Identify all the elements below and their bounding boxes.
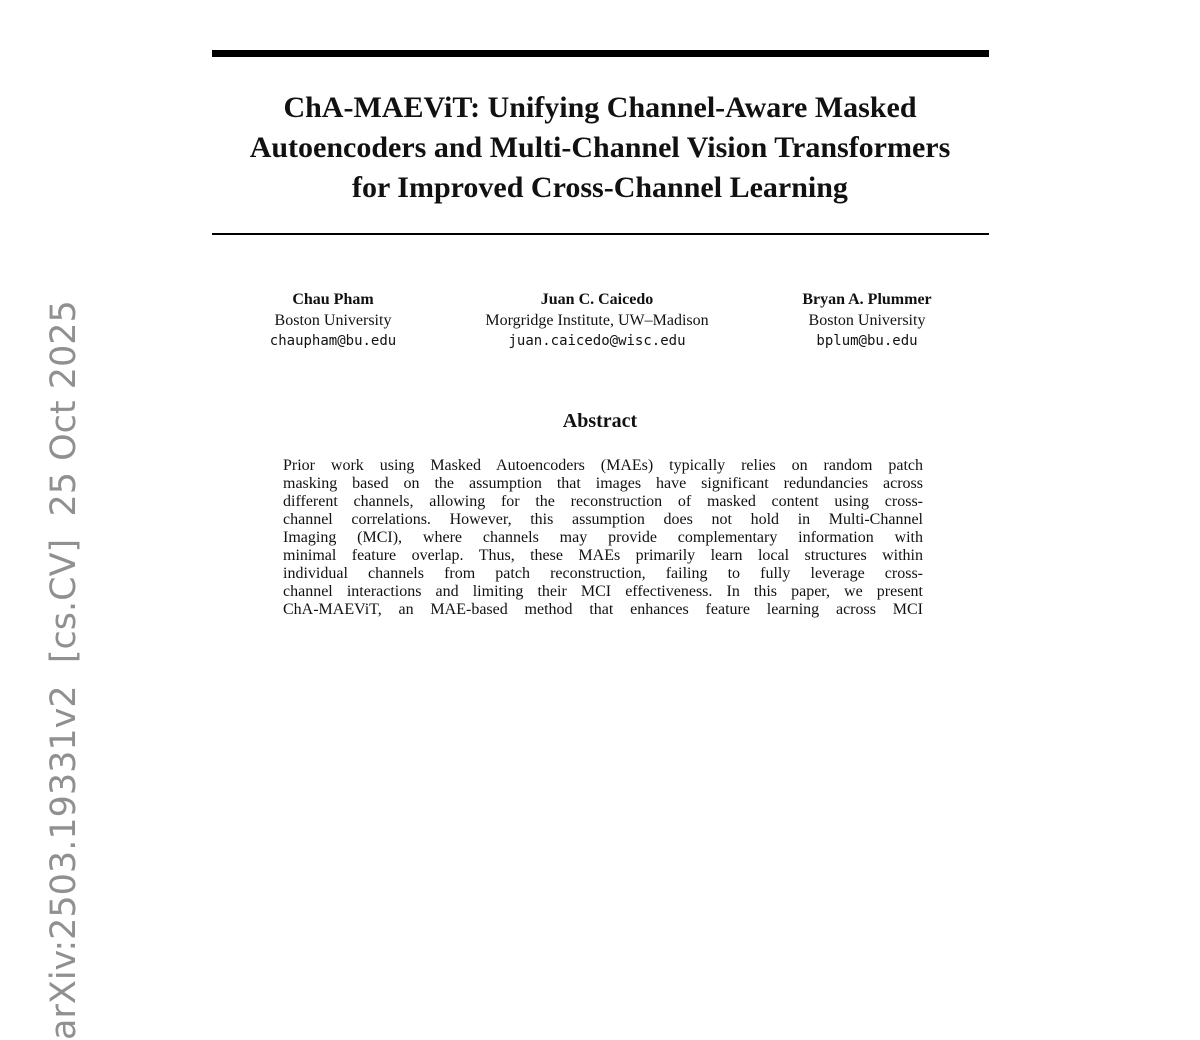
title-line: Autoencoders and Multi-Channel Vision Transformers (249, 131, 951, 164)
abstract-line: individual channels from patch reconstruction, failing to fully leverage cross- (283, 565, 923, 582)
author-email: juan.caicedo@wisc.edu (508, 333, 686, 349)
abstract-line: Prior work using Masked Autoencoders (MAEs) typically relies on random patch (283, 457, 923, 474)
title-top-rule (212, 50, 989, 57)
paper-title (200, 88, 1000, 208)
author-affiliation: Morgridge Institute, UW–Madison (485, 312, 709, 329)
abstract-body (283, 457, 923, 619)
title-line: ChA-MAEViT: Unifying Channel-Aware Masked (283, 91, 917, 124)
abstract-line: masking based on the assumption that images have significant redundancies across (283, 475, 923, 492)
author-name: Bryan A. Plummer (802, 291, 932, 308)
abstract-line: Imaging (MCI), where channels may provide complementary information with (283, 529, 923, 546)
abstract-line: channel interactions and limiting their MCI effectiveness. In this paper, we present (283, 583, 923, 600)
arxiv-stamp: arXiv:2503.19331v2 [cs.CV] 25 Oct 2025 (44, 300, 84, 1040)
author-email: chaupham@bu.edu (269, 333, 397, 349)
author-block (270, 289, 396, 352)
author-email: bplum@bu.edu (816, 333, 918, 349)
abstract-line: ChA-MAEViT, an MAE-based method that enhances feature learning across MCI (283, 601, 923, 618)
title-line: for Improved Cross-Channel Learning (352, 171, 848, 204)
abstract-line: channel correlations. However, this assumption does not hold in Multi-Channel (283, 511, 923, 528)
author-block (485, 289, 708, 352)
author-block (802, 289, 931, 352)
author-name: Chau Pham (292, 291, 374, 308)
author-name: Juan C. Caicedo (540, 291, 654, 308)
title-bottom-rule (212, 233, 989, 235)
abstract-line: different channels, allowing for the reconstruction of masked content using cross- (283, 493, 923, 510)
author-affiliation: Boston University (274, 312, 392, 329)
abstract-heading: Abstract (562, 410, 638, 432)
author-affiliation: Boston University (808, 312, 926, 329)
abstract-line: minimal feature overlap. Thus, these MAEs primarily learn local structures within (283, 547, 923, 564)
